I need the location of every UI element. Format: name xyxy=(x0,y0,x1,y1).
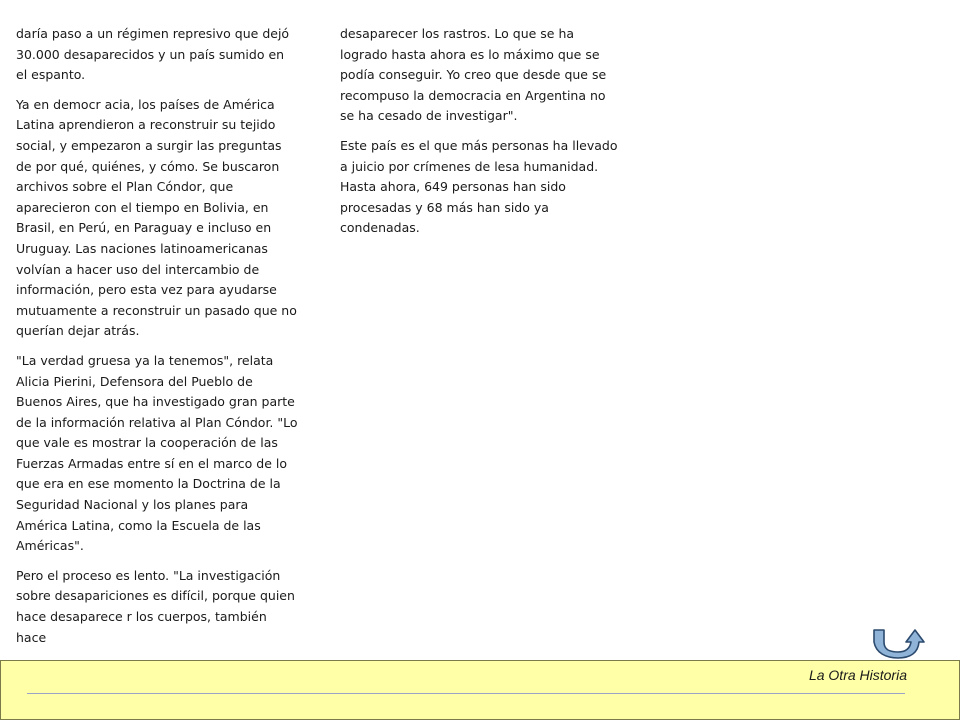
paragraph: desaparecer los rastros. Lo que se ha logrado hasta ahora es lo máximo que se podía conseguir. Yo creo que desde que se recompuso la democracia en Argentina no se ha cesado de investigar". xyxy=(340,26,607,124)
footer-divider xyxy=(27,693,905,694)
paragraph: "La verdad gruesa ya la tenemos", relata Alicia Pierini, Defensora del Pueblo de Buenos Aires, que ha investigado gran parte de la información relativa al Plan Cóndor. "Lo que vale es mostrar la cooperación de las Fuerzas Armadas entre sí en el marco de lo que era en ese momento la Doctrina de la Seguridad Nacional y los planes para América Latina, como la Escuela de las Américas". xyxy=(16,352,298,554)
paragraph: daría paso a un régimen represivo que dejó 30.000 desaparecidos y un país sumido en el espanto. xyxy=(16,26,290,83)
footer-bar xyxy=(0,660,960,720)
paragraph: Este país es el que más personas ha llevado a juicio por crímenes de lesa humanidad. Hasta ahora, 649 personas han sido procesadas y 68 más han sido ya condenadas. xyxy=(340,137,618,236)
right-column xyxy=(340,24,618,248)
return-arrow-icon xyxy=(868,626,928,660)
footer-title: La Otra Historia xyxy=(808,667,907,683)
paragraph: Ya en democr acia, los países de América Latina aprendieron a reconstruir su tejido social, y empezaron a surgir las preguntas de por qué, quiénes, y cómo. Se buscaron archivos sobre el Plan Cóndor, que aparecieron con el tiempo en Bolivia, en Brasil, en Perú, en Paraguay e incluso en Uruguay. Las naciones latinoamericanas volvían a hacer uso del intercambio de información, pero esta vez para ayudarse mutuamente a reconstruir un pasado que no querían dejar atrás. xyxy=(16,96,297,339)
paragraph: Pero el proceso es lento. "La investigación sobre desapariciones es difícil, porque quien hace desaparece r los cuerpos, también hace xyxy=(16,567,295,645)
return-button[interactable] xyxy=(868,626,928,660)
left-column xyxy=(16,24,298,657)
